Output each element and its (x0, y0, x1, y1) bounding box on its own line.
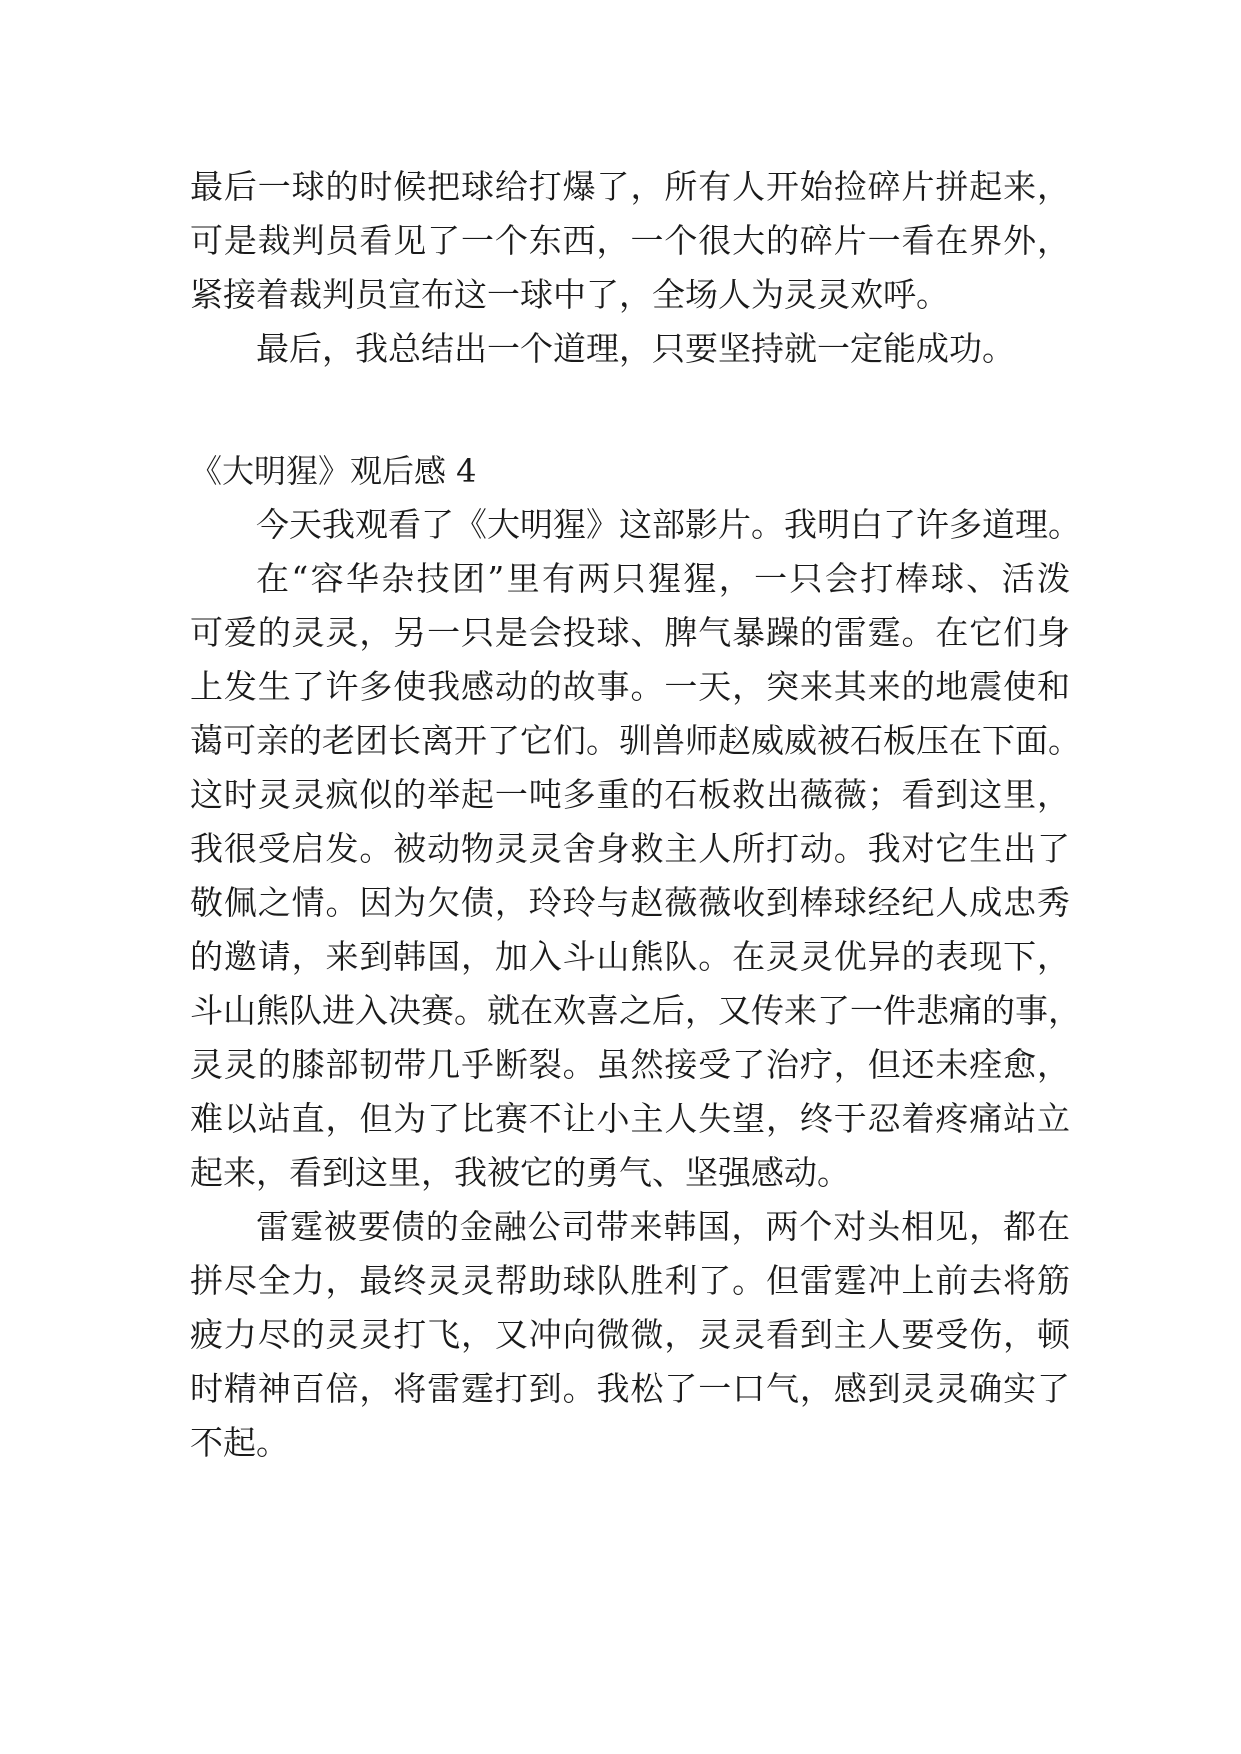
text-line: 上发生了许多使我感动的故事。一天，突来其来的地震使和 (190, 667, 1070, 706)
text-line: 我很受启发。被动物灵灵舍身救主人所打动。我对它生出了 (190, 829, 1070, 868)
text-line: 可爱的灵灵，另一只是会投球、脾气暴躁的雷霆。在它们身 (190, 613, 1070, 652)
text-line: 难以站直，但为了比赛不让小主人失望，终于忍着疼痛站立 (190, 1099, 1070, 1138)
text-line: 紧接着裁判员宣布这一球中了，全场人为灵灵欢呼。 (190, 275, 949, 314)
text-line: 蔼可亲的老团长离开了它们。驯兽师赵威威被石板压在下面。 (190, 721, 1081, 760)
text-line: 敬佩之情。因为欠债，玲玲与赵薇薇收到棒球经纪人成忠秀 (190, 883, 1070, 922)
text-line: 拼尽全力，最终灵灵帮助球队胜利了。但雷霆冲上前去将筋 (190, 1261, 1070, 1300)
text-line: 灵灵的膝部韧带几乎断裂。虽然接受了治疗，但还未痊愈， (190, 1045, 1070, 1084)
text-line: 最后一球的时候把球给打爆了，所有人开始捡碎片拼起来， (190, 167, 1070, 206)
text-line: 不起。 (190, 1423, 289, 1462)
text-line: 可是裁判员看见了一个东西，一个很大的碎片一看在界外， (190, 221, 1070, 260)
text-line: 疲力尽的灵灵打飞，又冲向微微，灵灵看到主人要受伤，顿 (190, 1315, 1070, 1354)
text-line: 起来，看到这里，我被它的勇气、坚强感动。 (190, 1153, 850, 1192)
text-line: 在“容华杂技团”里有两只猩猩，一只会打棒球、活泼 (256, 559, 1070, 598)
section-title: 《大明猩》观后感 4 (190, 452, 477, 490)
text-line: 的邀请，来到韩国，加入斗山熊队。在灵灵优异的表现下， (190, 937, 1070, 976)
text-line: 今天我观看了《大明猩》这部影片。我明白了许多道理。 (256, 505, 1081, 544)
text-line: 雷霆被要债的金融公司带来韩国，两个对头相见，都在 (256, 1207, 1070, 1246)
text-line: 斗山熊队进入决赛。就在欢喜之后，又传来了一件悲痛的事， (190, 991, 1081, 1030)
text-line: 时精神百倍，将雷霆打到。我松了一口气，感到灵灵确实了 (190, 1369, 1070, 1408)
text-line: 这时灵灵疯似的举起一吨多重的石板救出薇薇；看到这里， (190, 775, 1070, 814)
conclusion-line: 最后，我总结出一个道理，只要坚持就一定能成功。 (256, 329, 1015, 368)
